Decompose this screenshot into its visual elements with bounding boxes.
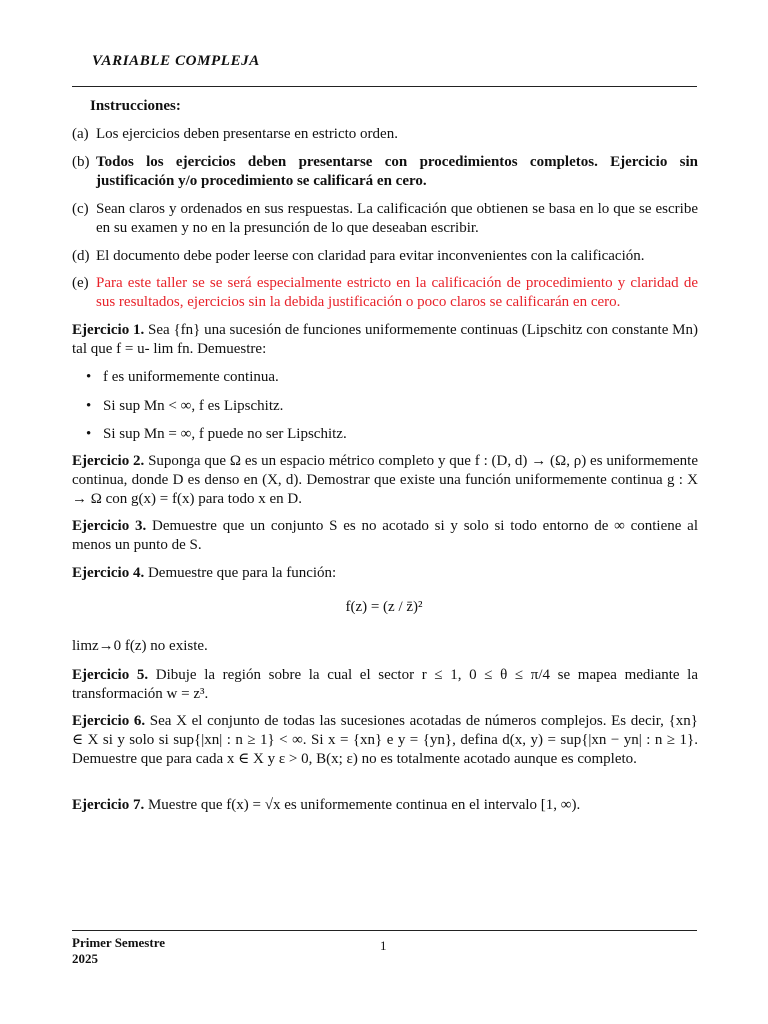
exercise-label: Ejercicio 3. (72, 518, 147, 534)
instruction-text: Todos los ejercicios deben presentarse con procedimientos completos. Ejercicio sin justificación y/o procedimiento se calificará en cero. (96, 154, 698, 189)
exercise-label: Ejercicio 4. (72, 565, 145, 581)
exercise-label: Ejercicio 5. (72, 667, 149, 683)
instruction-item-d (72, 247, 698, 267)
instruction-item-a (72, 125, 698, 145)
bullet-text: Si sup Mn = ∞, f puede no ser Lipschitz. (103, 426, 347, 442)
instruction-label: (a) (72, 126, 89, 142)
instruction-text: Los ejercicios deben presentarse en estricto orden. (96, 126, 398, 142)
exercise-text: Sea X el conjunto de todas las sucesiones acotadas de números complejos. Es decir, {xn} ∈ X si y solo si sup{|xn| : n ≥ 1} < ∞. Si x = {xn} e y = {yn}, defina d(x, y) = sup{|xn − yn| : n ≥ 1}. Demuestre que para cada x ∈ X y ε > 0, B(x; ε) no es totalmente acotado aunque es completo. (72, 713, 699, 767)
footer-year: 2025 (72, 951, 98, 966)
exercise-text: Suponga que Ω es un espacio métrico completo y que f : (D, d) → (Ω, ρ) es uniformemente continua, donde D es denso en (X, d). Demostrar que existe una función uniformemente continua g : X → Ω con g(x) = f(x) para todo x en D. (72, 453, 698, 507)
instruction-item-c (72, 200, 698, 240)
bullet-icon: • (86, 398, 92, 414)
instructions-heading: Instrucciones: (90, 98, 181, 114)
exercise-6 (72, 712, 698, 769)
instruction-item-e (72, 274, 698, 314)
exercise-text: Sea {fn} una sucesión de funciones uniformemente continuas (Lipschitz con constante Mn) tal que f = u- lim fn. Demuestre: (72, 322, 698, 357)
exercise-label: Ejercicio 7. (72, 797, 145, 813)
exercise-4-conclusion: limz→0 f(z) no existe. (72, 638, 208, 654)
exercise-text: Demuestre que para la función: (147, 565, 337, 581)
header-rule (72, 86, 697, 87)
exercise-text: Dibuje la región sobre la cual el sector r ≤ 1, 0 ≤ θ ≤ π/4 se mapea mediante la transformación w = z³. (72, 667, 699, 702)
exercise-2 (72, 452, 698, 509)
instruction-label: (d) (72, 248, 90, 264)
instruction-text: El documento debe poder leerse con claridad para evitar inconvenientes con la calificación. (96, 248, 645, 264)
exercise-5 (72, 666, 698, 704)
exercise-4 (72, 564, 698, 583)
footer-rule (72, 930, 697, 931)
instruction-label: (c) (72, 201, 89, 217)
instruction-label: (b) (72, 154, 90, 170)
exercise-3 (72, 517, 698, 555)
bullet-icon: • (86, 369, 92, 385)
exercise-text: Muestre que f(x) = √x es uniformemente continua en el intervalo [1, ∞). (147, 797, 581, 813)
exercise-1 (72, 321, 698, 359)
exercise-label: Ejercicio 2. (72, 453, 145, 469)
footer-semester: Primer Semestre (72, 935, 165, 950)
document-title: VARIABLE COMPLEJA (92, 53, 260, 69)
exercise-label: Ejercicio 1. (72, 322, 145, 338)
exercise-7 (72, 796, 698, 815)
instruction-text: Sean claros y ordenados en sus respuestas. La calificación que obtienen se basa en lo que se escribe en su examen y no en la presunción de lo que deseaban escribir. (96, 201, 698, 236)
exercise-text: Demuestre que un conjunto S es no acotado si y solo si todo entorno de ∞ contiene al menos un punto de S. (72, 518, 699, 553)
bullet-text: Si sup Mn < ∞, f es Lipschitz. (103, 398, 284, 414)
exercise-label: Ejercicio 6. (72, 713, 146, 729)
bullet-text: f es uniformemente continua. (103, 369, 279, 385)
instruction-label: (e) (72, 275, 89, 291)
instruction-text: Para este taller se se será especialmente estricto en la calificación de procedimiento y claridad de sus resultados, ejercicios sin la debida justificación o poco claros se calificarán en cero. (96, 275, 698, 310)
page-number: 1 (380, 938, 387, 953)
bullet-icon: • (86, 426, 92, 442)
instruction-item-b (72, 153, 698, 193)
exercise-4-formula: f(z) = (z / z̄)² (345, 599, 423, 615)
